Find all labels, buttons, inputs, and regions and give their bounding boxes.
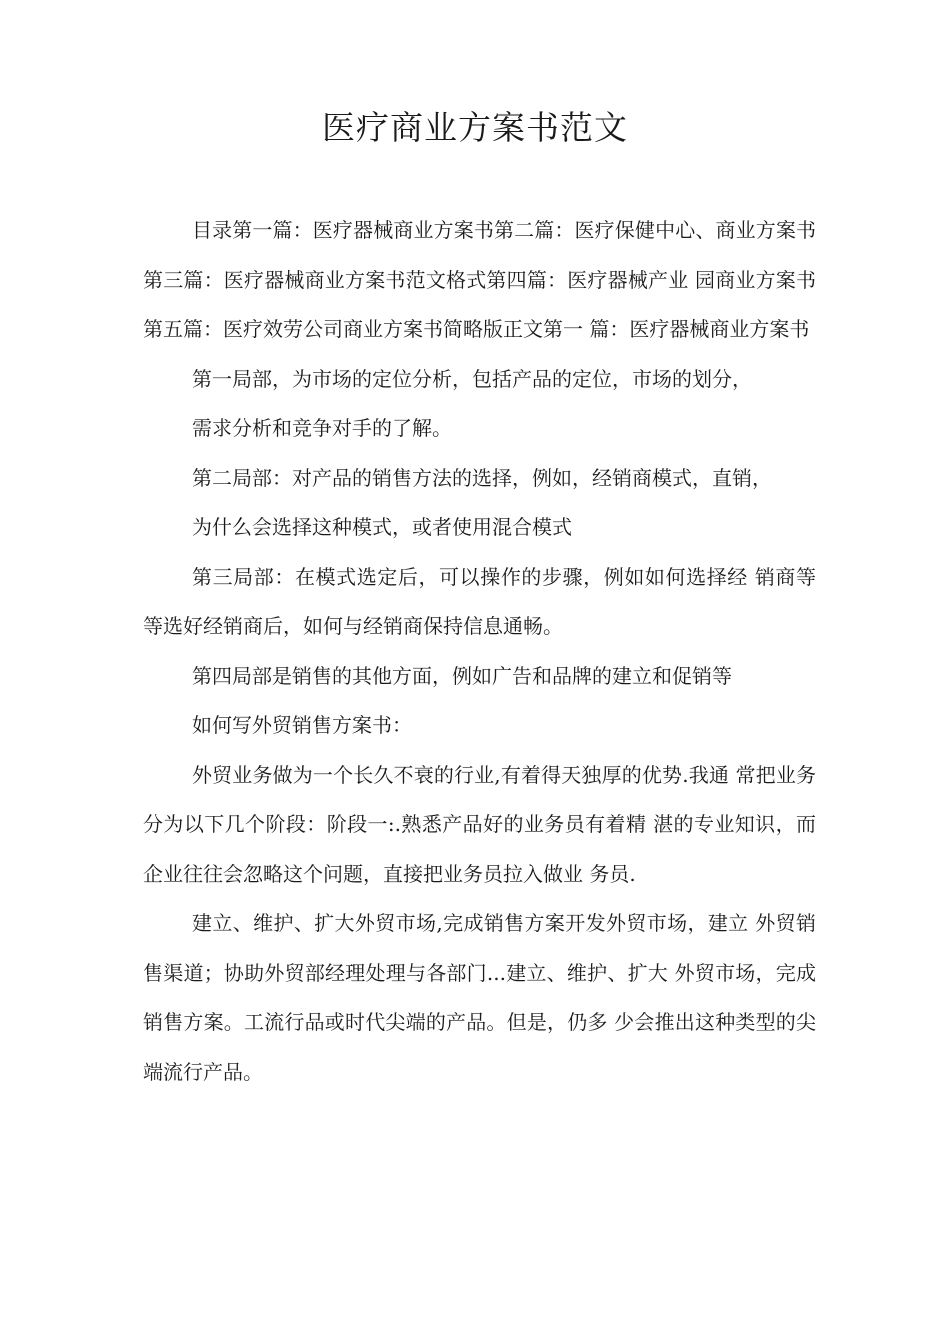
paragraph-trade-stages: 外贸业务做为一个长久不衰的行业,有着得天独厚的优势.我通 常把业务分为以下几个阶段：阶段一:.熟悉产品好的业务员有着精 湛的专业知识，而企业往往会忽略这个问题，直接把业务员拉入做业 务员. (143, 762, 816, 886)
paragraph-part-one: 第一局部，为市场的定位分析，包括产品的定位，市场的划分， (192, 366, 752, 391)
document-title: 医疗商业方案书范文 (322, 108, 628, 147)
document-body (143, 206, 816, 1097)
paragraph-part-two: 第二局部：对产品的销售方法的选择，例如，经销商模式，直销， (192, 465, 772, 490)
paragraph-part-three: 第三局部：在模式选定后，可以操作的步骤，例如如何选择经 销商等等选好经销商后，如何与经销商保持信息通畅。 (143, 564, 816, 638)
paragraph-part-two-cont: 为什么会选择这种模式，或者使用混合模式 (192, 515, 572, 539)
paragraph-part-one-cont: 需求分析和竞争对手的了解。 (192, 416, 452, 440)
paragraph-heading-trade-plan: 如何写外贸销售方案书： (192, 713, 412, 737)
paragraph-trade-market: 建立、维护、扩大外贸市场,完成销售方案开发外贸市场，建立 外贸销售渠道；协助外贸部经理处理与各部门...建立、维护、扩大 外贸市场，完成销售方案。工流行品或时代尖端的产品。但是，仍多 少会推出这种类型的尖端流行产品。 (143, 911, 816, 1084)
paragraph-contents: 目录第一篇：医疗器械商业方案书第二篇：医疗保健中心、商业方案书第三篇：医疗器械商业方案书范文格式第四篇：医疗器械产业 园商业方案书第五篇：医疗效劳公司商业方案书简略版正文第一 篇：医疗器械商业方案书 (143, 218, 816, 341)
paragraph-part-four: 第四局部是销售的其他方面，例如广告和品牌的建立和促销等 (192, 663, 732, 688)
